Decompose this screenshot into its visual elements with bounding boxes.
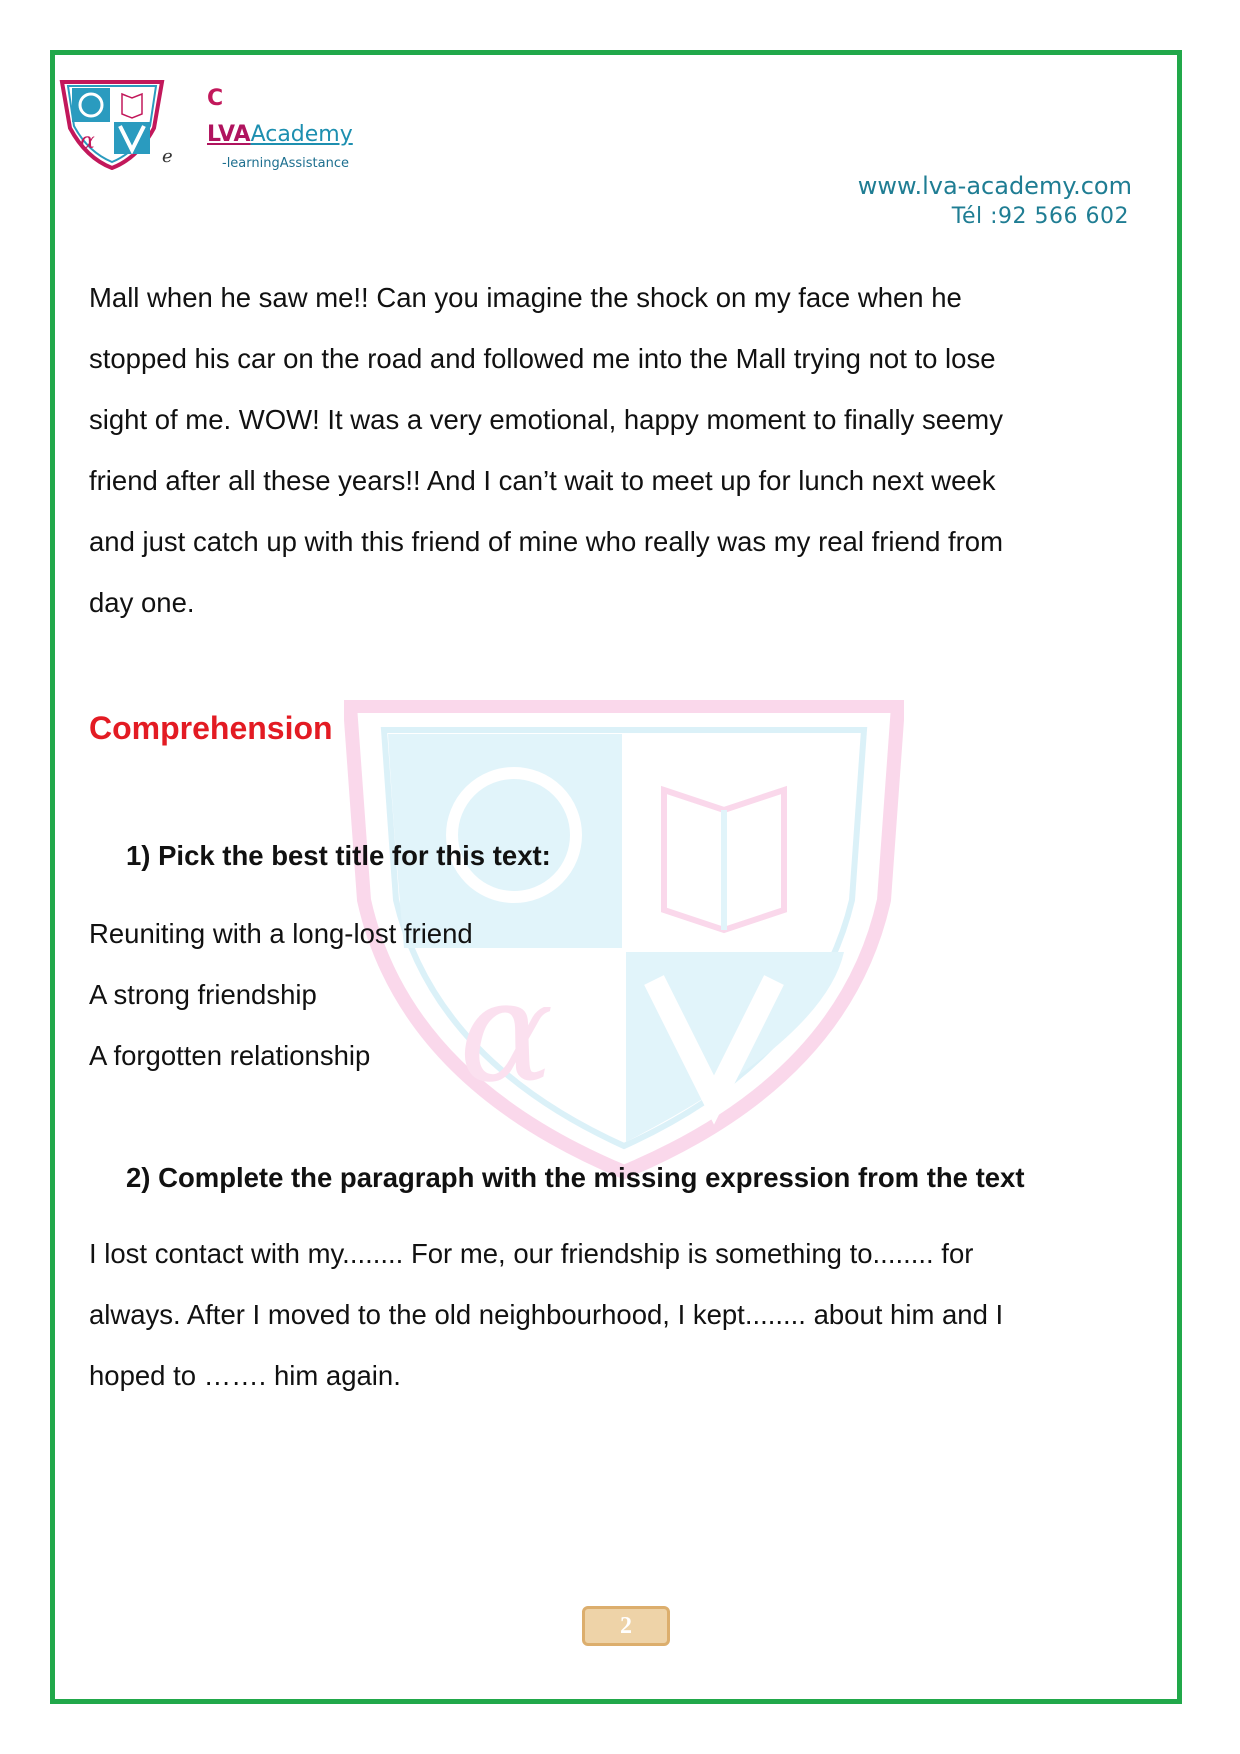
q1-option: Reuniting with a long-lost friend	[89, 918, 473, 949]
lva-academy-logo	[58, 78, 166, 170]
question-2-label: 2) Complete the paragraph with the missing expression from the text	[126, 1162, 1025, 1193]
q1-option: A strong friendship	[89, 979, 317, 1010]
fill-in-line: hoped to ……. him again.	[89, 1360, 401, 1391]
website-link[interactable]: www.lva-academy.com	[857, 172, 1132, 200]
phone-number: Tél :92 566 602	[951, 204, 1129, 229]
q1-option: A forgotten relationship	[89, 1040, 371, 1071]
brand-academy: Academy	[250, 122, 353, 147]
story-line: sight of me. WOW! It was a very emotional, happy moment to finally seemy	[89, 404, 1003, 435]
brand-name	[207, 122, 353, 147]
fill-in-line: I lost contact with my........ For me, our friendship is something to........ for	[89, 1238, 974, 1269]
page-number-badge: 2	[582, 1606, 670, 1646]
brand-subtitle: -learningAssistance	[222, 156, 349, 171]
fill-in-paragraph	[89, 1223, 1149, 1406]
story-paragraph	[89, 267, 1149, 633]
logo-e-letter: e	[162, 146, 173, 167]
story-line: friend after all these years!! And I can’t wait to meet up for lunch next week	[89, 465, 996, 496]
story-line: Mall when he saw me!! Can you imagine the shock on my face when he	[89, 282, 962, 313]
fill-in-line: always. After I moved to the old neighbourhood, I kept........ about him and I	[89, 1299, 1004, 1330]
brand-lva: LVA	[207, 122, 251, 147]
question-1-label: 1) Pick the best title for this text:	[126, 840, 551, 871]
svg-text:α: α	[459, 951, 554, 1114]
story-line: and just catch up with this friend of mine who really was my real friend from	[89, 526, 1003, 557]
story-line: day one.	[89, 587, 195, 618]
comprehension-heading: Comprehension	[89, 710, 333, 746]
story-line: stopped his car on the road and followed me into the Mall trying not to lose	[89, 343, 996, 374]
brand-c: C	[207, 86, 224, 111]
svg-text:α: α	[80, 129, 95, 154]
